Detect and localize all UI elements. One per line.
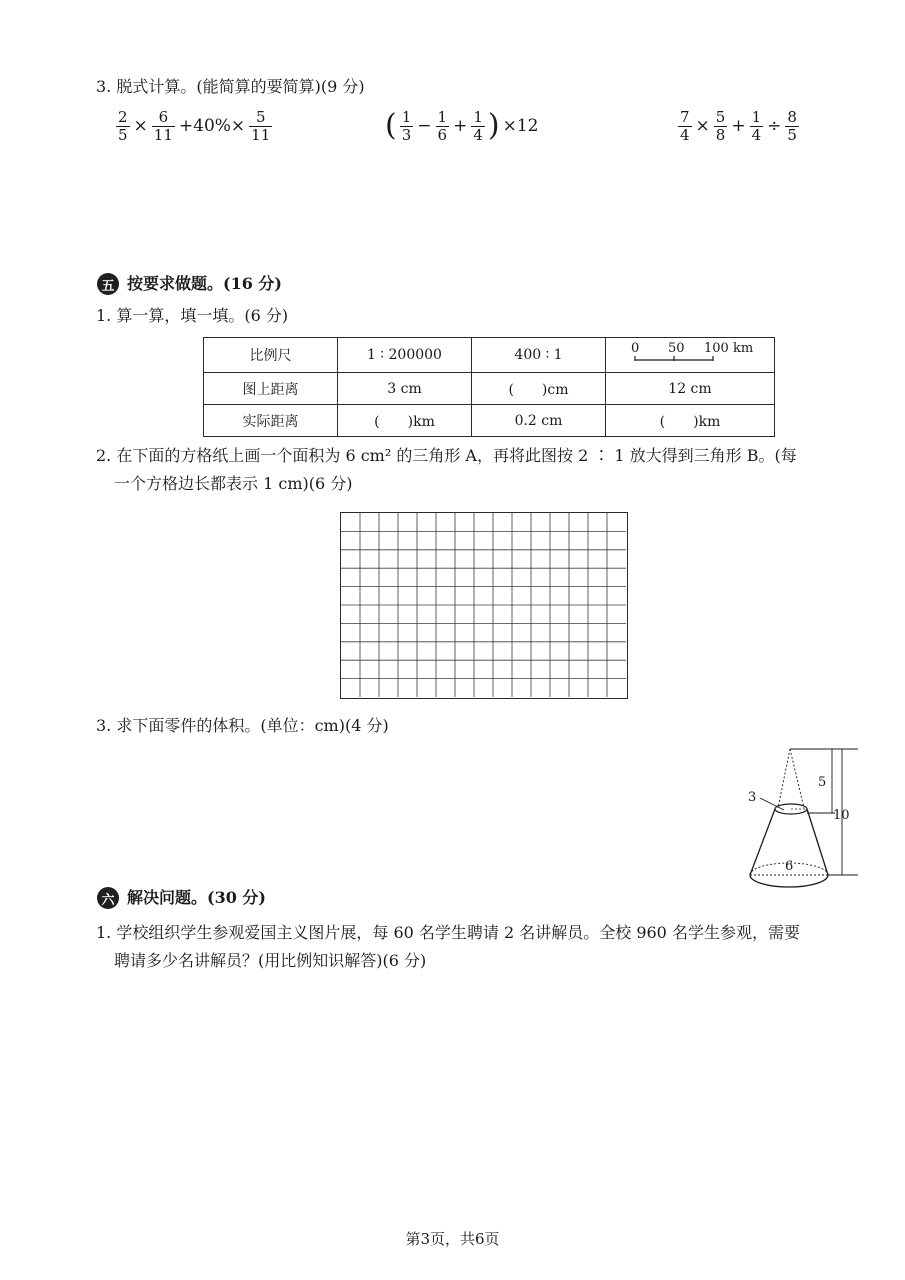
section-6-title: 解决问题。(30 分): [127, 888, 266, 907]
grid-paper[interactable]: [340, 512, 628, 699]
svg-text:50: 50: [668, 341, 685, 356]
height-top-label: 5: [818, 775, 827, 790]
frustum-figure-icon: [740, 742, 865, 894]
section-badge-6: 六: [97, 887, 119, 909]
expression-2: ( $\frac{1}{3}$ − $\frac{1}{6}$ + $\frac{1}{4}$ ) ×12: [385, 107, 539, 144]
s6-q1-line-1: 1. 学校组织学生参观爱国主义图片展，每 60 名学生聘请 2 名讲解员。全校 960 名学生参观，需要: [96, 923, 800, 942]
answer-blank[interactable]: ( )cm: [472, 373, 606, 405]
section-badge-5: 五: [97, 273, 119, 295]
table-cell: 12 cm: [606, 373, 775, 405]
section-5-title: 按要求做题。(16 分): [127, 274, 282, 293]
grid-lines: [341, 513, 626, 697]
diameter-label: 6: [785, 859, 794, 874]
scale-table: [203, 337, 775, 437]
table-row: [204, 405, 775, 437]
row-header: 图上距离: [204, 373, 338, 405]
svg-text:0: 0: [631, 341, 640, 356]
scale-bar-cell: [606, 338, 775, 373]
s6-q1-line-2: 聘请多少名讲解员？(用比例知识解答)(6 分): [114, 951, 427, 970]
row-header: 实际距离: [204, 405, 338, 437]
fraction: $\frac{6}{11}$: [153, 107, 173, 144]
answer-blank[interactable]: ( )km: [606, 405, 775, 437]
table-cell: 3 cm: [338, 373, 472, 405]
answer-blank[interactable]: ( )km: [338, 405, 472, 437]
row-header: 比例尺: [204, 338, 338, 373]
expression-1: $\frac{2}{5}$ × $\frac{6}{11}$ +40%× $\frac{5}{11}$: [118, 107, 271, 144]
page-footer: 第3页，共6页: [405, 1230, 500, 1248]
svg-text:100 km: 100 km: [704, 341, 754, 356]
fraction: $\frac{2}{5}$: [118, 107, 128, 144]
table-cell: 400 ∶ 1: [472, 338, 606, 373]
table-cell: 1 ∶ 200000: [338, 338, 472, 373]
fraction: $\frac{5}{11}$: [251, 107, 271, 144]
q3-title: 3. 求下面零件的体积。(单位：cm)(4 分): [96, 716, 389, 735]
q2-line-1: 2. 在下面的方格纸上画一个面积为 6 cm² 的三角形 A，再将此图按 2 ∶ 1 放大得到三角形 B。(每: [96, 446, 797, 465]
q1-title: 1. 算一算，填一填。(6 分): [96, 306, 289, 325]
radius-label: 3: [748, 790, 757, 805]
table-cell: 0.2 cm: [472, 405, 606, 437]
height-total-label: 10: [833, 808, 850, 823]
expression-3: $\frac{7}{4}$ × $\frac{5}{8}$ + $\frac{1}{4}$ ÷ $\frac{8}{5}$: [680, 107, 797, 144]
q2-line-2: 一个方格边长都表示 1 cm)(6 分): [114, 474, 353, 493]
q3-calc-title: 3. 脱式计算。(能简算的要简算)(9 分): [96, 77, 365, 96]
table-row: [204, 338, 775, 373]
scale-bar-icon: [610, 338, 770, 368]
table-row: [204, 373, 775, 405]
